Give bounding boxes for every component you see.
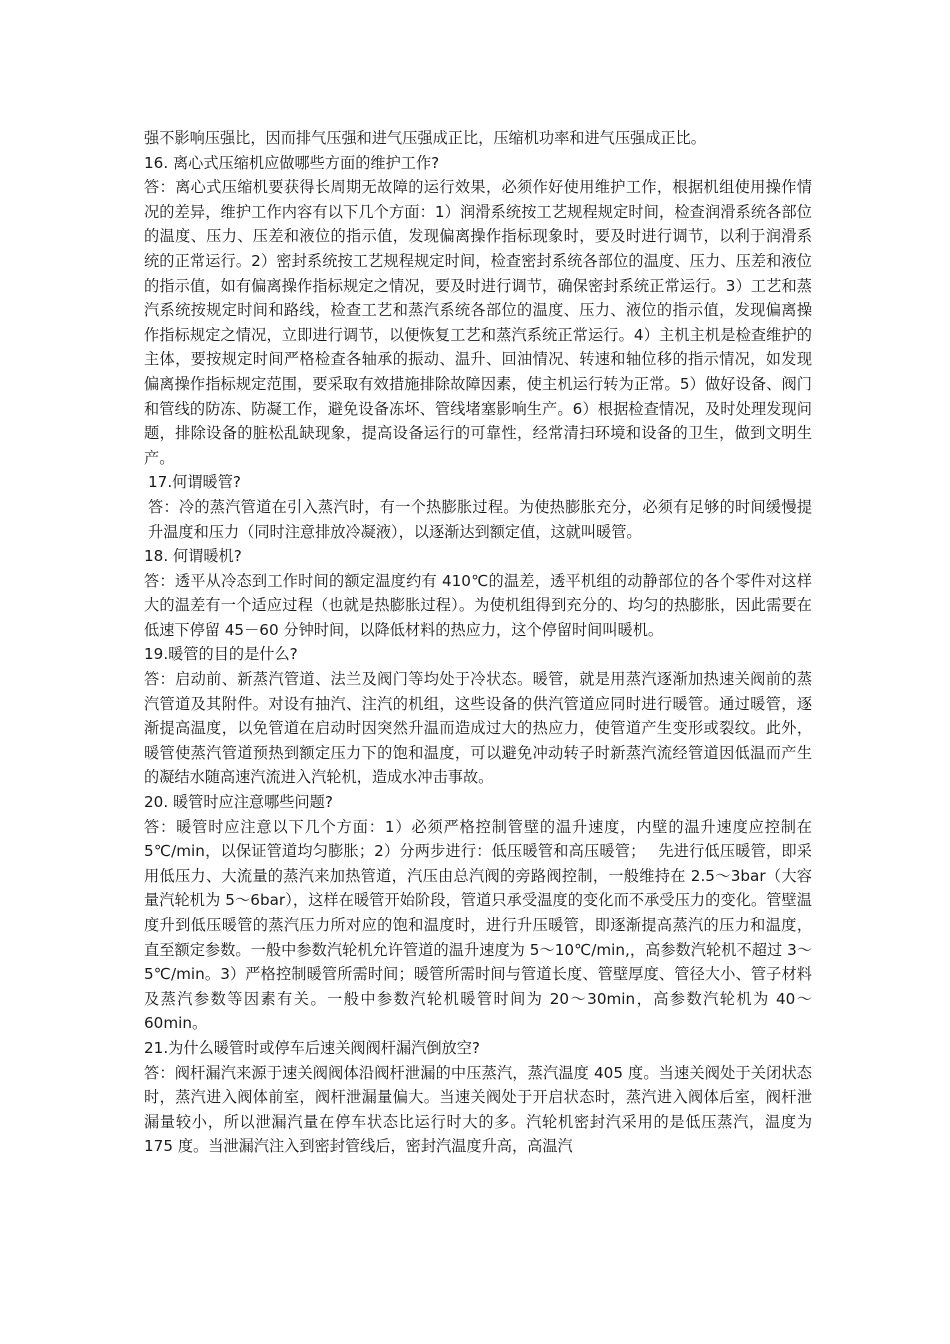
question-18-heading: 18. 何谓暖机? (144, 547, 242, 566)
question-16-heading: 16. 离心式压缩机应做哪些方面的维护工作? (144, 153, 440, 172)
answer-16: 答：离心式压缩机要获得长周期无故障的运行效果，必须作好使用维护工作，根据机组使用操作情况的差异，维护工作内容有以下几个方面：1）润滑系统按工艺规程规定时间，检查润滑系统各部位的温度、压力、压差和液位的指示值，发现偏离操作指标现象时，要及时进行调节，以利于润滑系统的正常运行。2）密封系统按工艺规程规定时间，检查密封系统各部位的温度、压力、压差和液位的指示值，如有偏离操作指标规定之情况，要及时进行调节，确保密封系统正常运行。3）工艺和蒸汽系统按规定时间和路线，检查工艺和蒸汽系统各部位的温度、压力、液位的指示值，发现偏离操作指标规定之情况，立即进行调节，以便恢复工艺和蒸汽系统正常运行。4）主机主机是检查维护的主体，要按规定时间严格检查各轴承的振动、温升、回油情况、转速和轴位移的指示情况，如发现偏离操作指标规定范围，要采取有效措施排除故障因素，使主机运行转为正常。5）做好设备、阀门和管线的防冻、防凝工作，避免设备冻坏、管线堵塞影响生产。6）根据检查情况，及时处理发现问题，排除设备的脏松乱缺现象，提高设备运行的可靠性，经常清扫环境和设备的卫生，做到文明生产。 (144, 178, 812, 467)
question-21-heading: 21.为什么暖管时或停车后速关阀阀杆漏汽倒放空? (144, 1038, 480, 1057)
question-19-heading: 19.暖管的目的是什么? (144, 645, 298, 664)
answer-20: 答：暖管时应注意以下几个方面：1）必须严格控制管壁的温升速度，内壁的温升速度应控制在 5℃/min，以保证管道均匀膨胀；2）分两步进行：低压暖管和高压暖管； 先进行低压暖管，即采用低压力、大流量的蒸汽来加热管道，汽压由总汽阀的旁路阀控制，一般维持在 2.5～3bar（大容量汽轮机为 5～6bar），这样在暖管开始阶段，管道只承受温度的变化而不承受压力的变化。管壁温度升到低压暖管的蒸汽压力所对应的饱和温度时，进行升压暖管，即逐渐提高蒸汽的压力和温度，直至额定参数。一般中参数汽轮机允许管道的温升速度为 5～10℃/min,，高参数汽轮机不超过 3～5℃/min。3）严格控制暖管所需时间；暖管所需时间与管道长度、管壁厚度、管径大小、管子材料及蒸汽参数等因素有关。一般中参数汽轮机暖管时间为 20～30min，高参数汽轮机为 40～60min。 (144, 817, 812, 1033)
answer-18: 答：透平从冷态到工作时间的额定温度约有 410℃的温差，透平机组的动静部位的各个零件对这样大的温差有一个适应过程（也就是热膨胀过程）。为使机组得到充分的、均匀的热膨胀，因此需要在低速下停留 45－60 分钟时间，以降低材料的热应力，这个停留时间叫暖机。 (144, 571, 812, 639)
document-body (144, 126, 812, 1159)
answer-17: 答：冷的蒸汽管道在引入蒸汽时，有一个热膨胀过程。为使热膨胀充分，必须有足够的时间缓慢提升温度和压力（同时注意排放冷凝液），以逐渐达到额定值，这就叫暖管。 (148, 497, 812, 541)
question-17-heading: 17.何谓暖管? (148, 473, 241, 492)
answer-21: 答：阀杆漏汽来源于速关阀阀体沿阀杆泄漏的中压蒸汽，蒸汽温度 405 度。当速关阀处于关闭状态时，蒸汽进入阀体前室，阀杆泄漏量偏大。当速关阀处于开启状态时，蒸汽进入阀体后室，阀杆泄漏量较小，所以泄漏汽量在停车状态比运行时大的多。汽轮机密封汽采用的是低压蒸汽，温度为 175 度。当泄漏汽注入到密封管线后，密封汽温度升高，高温汽 (144, 1063, 812, 1156)
question-20-heading: 20. 暖管时应注意哪些问题? (144, 793, 333, 812)
paragraph-continuation: 强不影响压强比，因而排气压强和进气压强成正比，压缩机功率和进气压强成正比。 (144, 129, 706, 147)
answer-19: 答：启动前、新蒸汽管道、法兰及阀门等均处于冷状态。暖管，就是用蒸汽逐渐加热速关阀前的蒸汽管道及其附件。对设有抽汽、注汽的机组，这些设备的供汽管道应同时进行暖管。通过暖管，逐渐提高温度，以免管道在启动时因突然升温而造成过大的热应力，使管道产生变形或裂纹。此外，暖管使蒸汽管道预热到额定压力下的饱和温度，可以避免冲动转子时新蒸汽流经管道因低温而产生的凝结水随高速汽流进入汽轮机，造成水冲击事故。 (144, 670, 812, 787)
